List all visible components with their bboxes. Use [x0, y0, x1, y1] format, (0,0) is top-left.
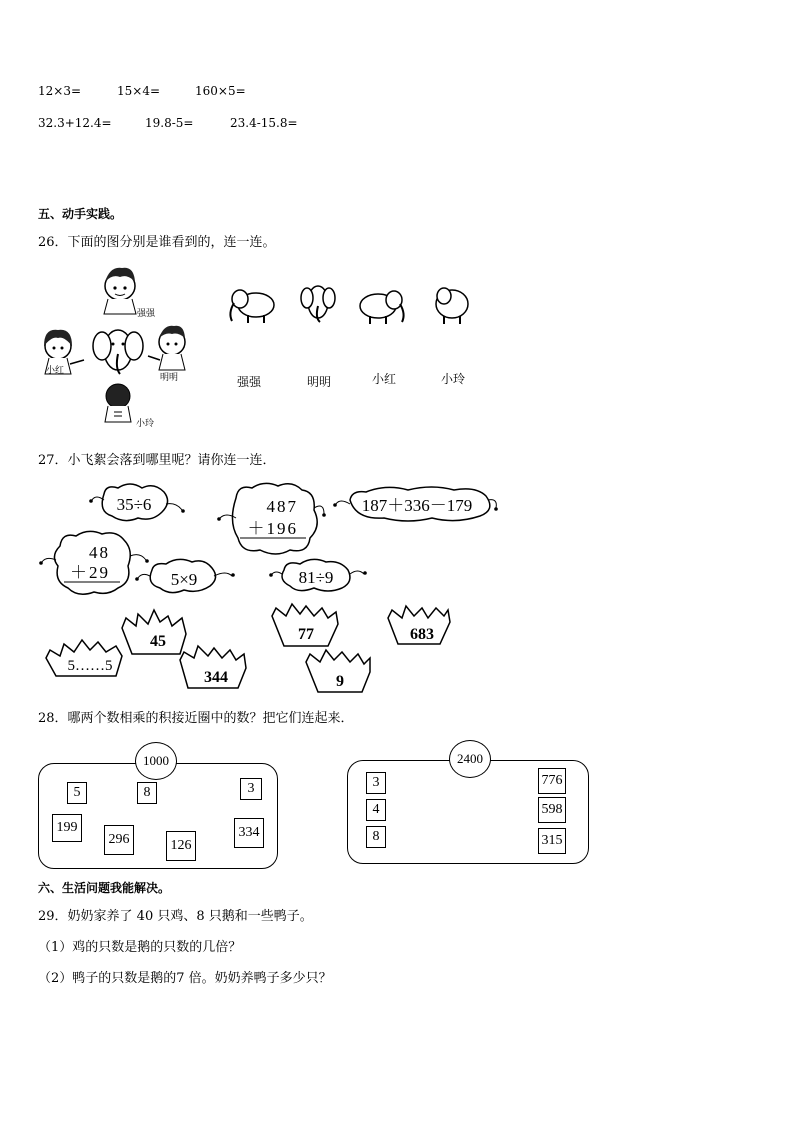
fluff-cloud	[39, 531, 149, 594]
elephant-back-icon	[436, 288, 468, 324]
number-box: 598	[538, 797, 566, 823]
calc-item: 23.4-15.8=	[230, 116, 298, 130]
kid-face-icon	[148, 326, 185, 370]
number-box: 8	[137, 782, 157, 804]
elephant-views	[220, 278, 490, 328]
elephant-side-right-icon	[360, 291, 404, 324]
grass-number: 5……5	[67, 658, 113, 674]
name-label: 小玲	[441, 372, 466, 386]
grass-number: 9	[336, 673, 344, 690]
calc-item: 32.3+12.4=	[38, 116, 112, 130]
grass-patch	[180, 646, 246, 688]
kid-label: 明明	[160, 373, 179, 383]
number-box: 315	[538, 828, 566, 854]
section-title: 六、生活问题我能解决。	[38, 881, 171, 895]
number-box: 334	[234, 818, 264, 848]
fluff-expression: 5×9	[170, 570, 198, 589]
calc-item: 15×4=	[117, 84, 161, 98]
question-29-sub1: （1）鸡的只数是鹅的只数的几倍？	[38, 940, 242, 955]
fluff-addend: 487	[266, 497, 298, 516]
fluff-and-grass-diagram	[36, 478, 516, 698]
grass-patch	[388, 606, 450, 644]
name-label: 明明	[307, 375, 332, 389]
kid-label: 小红	[46, 366, 65, 376]
grass-patch	[272, 604, 338, 646]
name-label: 小红	[372, 372, 397, 386]
kid-label: 小玲	[136, 419, 155, 429]
fluff-addend: ＋29	[70, 563, 110, 582]
grass-number: 683	[410, 626, 434, 643]
kids-viewing-elephant-illustration	[38, 262, 198, 432]
fluff-cloud	[269, 559, 367, 591]
question-29-prompt: 29．奶奶家养了 40 只鸡、8 只鹅和一些鸭子。	[38, 909, 313, 924]
fluff-cloud	[217, 483, 326, 554]
question-27-prompt: 27．小飞絮会落到哪里呢？请你连一连．	[38, 453, 276, 468]
number-box: 3	[240, 778, 262, 800]
target-circle: 2400	[449, 740, 491, 778]
number-box: 296	[104, 825, 134, 855]
number-box: 126	[166, 831, 196, 861]
number-box: 8	[366, 826, 386, 848]
grass-patch	[122, 610, 186, 654]
number-box: 199	[52, 814, 82, 842]
fluff-cloud	[89, 484, 185, 521]
fluff-expression: 81÷9	[298, 568, 334, 587]
kid-label: 强强	[137, 309, 156, 319]
calc-item: 160×5=	[195, 84, 246, 98]
number-box: 776	[538, 768, 566, 794]
grass-number: 344	[204, 669, 228, 686]
question-29-sub2: （2）鸭子的只数是鹅的7 倍。奶奶养鸭子多少只？	[38, 971, 332, 986]
grass-number: 77	[298, 626, 314, 643]
elephant-side-left-icon	[230, 290, 274, 323]
fluff-cloud	[333, 487, 498, 521]
target-circle: 1000	[135, 742, 177, 780]
fluff-expression: 35÷6	[116, 495, 152, 514]
kid-face-icon	[104, 268, 136, 314]
grass-number: 45	[150, 633, 166, 650]
elephant-front-icon	[301, 286, 335, 322]
name-label: 强强	[237, 375, 262, 389]
fluff-addend: ＋196	[247, 519, 298, 538]
calc-item: 12×3=	[38, 84, 82, 98]
number-box: 5	[67, 782, 87, 804]
fluff-expression: 187＋336－179	[361, 496, 473, 515]
kid-back-icon	[105, 384, 131, 422]
calc-item: 19.8-5=	[145, 116, 194, 130]
fluff-addend: 48	[89, 543, 110, 562]
question-26-prompt: 26．下面的图分别是谁看到的，连一连。	[38, 235, 276, 250]
number-box: 3	[366, 772, 386, 794]
fluff-cloud	[135, 559, 235, 592]
elephant-front-icon	[93, 330, 143, 374]
question-28-prompt: 28．哪两个数相乘的积接近圈中的数？把它们连起来．	[38, 711, 354, 726]
grass-patch	[306, 650, 370, 692]
section-title: 五、动手实践。	[38, 207, 123, 221]
number-box: 4	[366, 799, 386, 821]
grass-patch	[46, 640, 122, 676]
